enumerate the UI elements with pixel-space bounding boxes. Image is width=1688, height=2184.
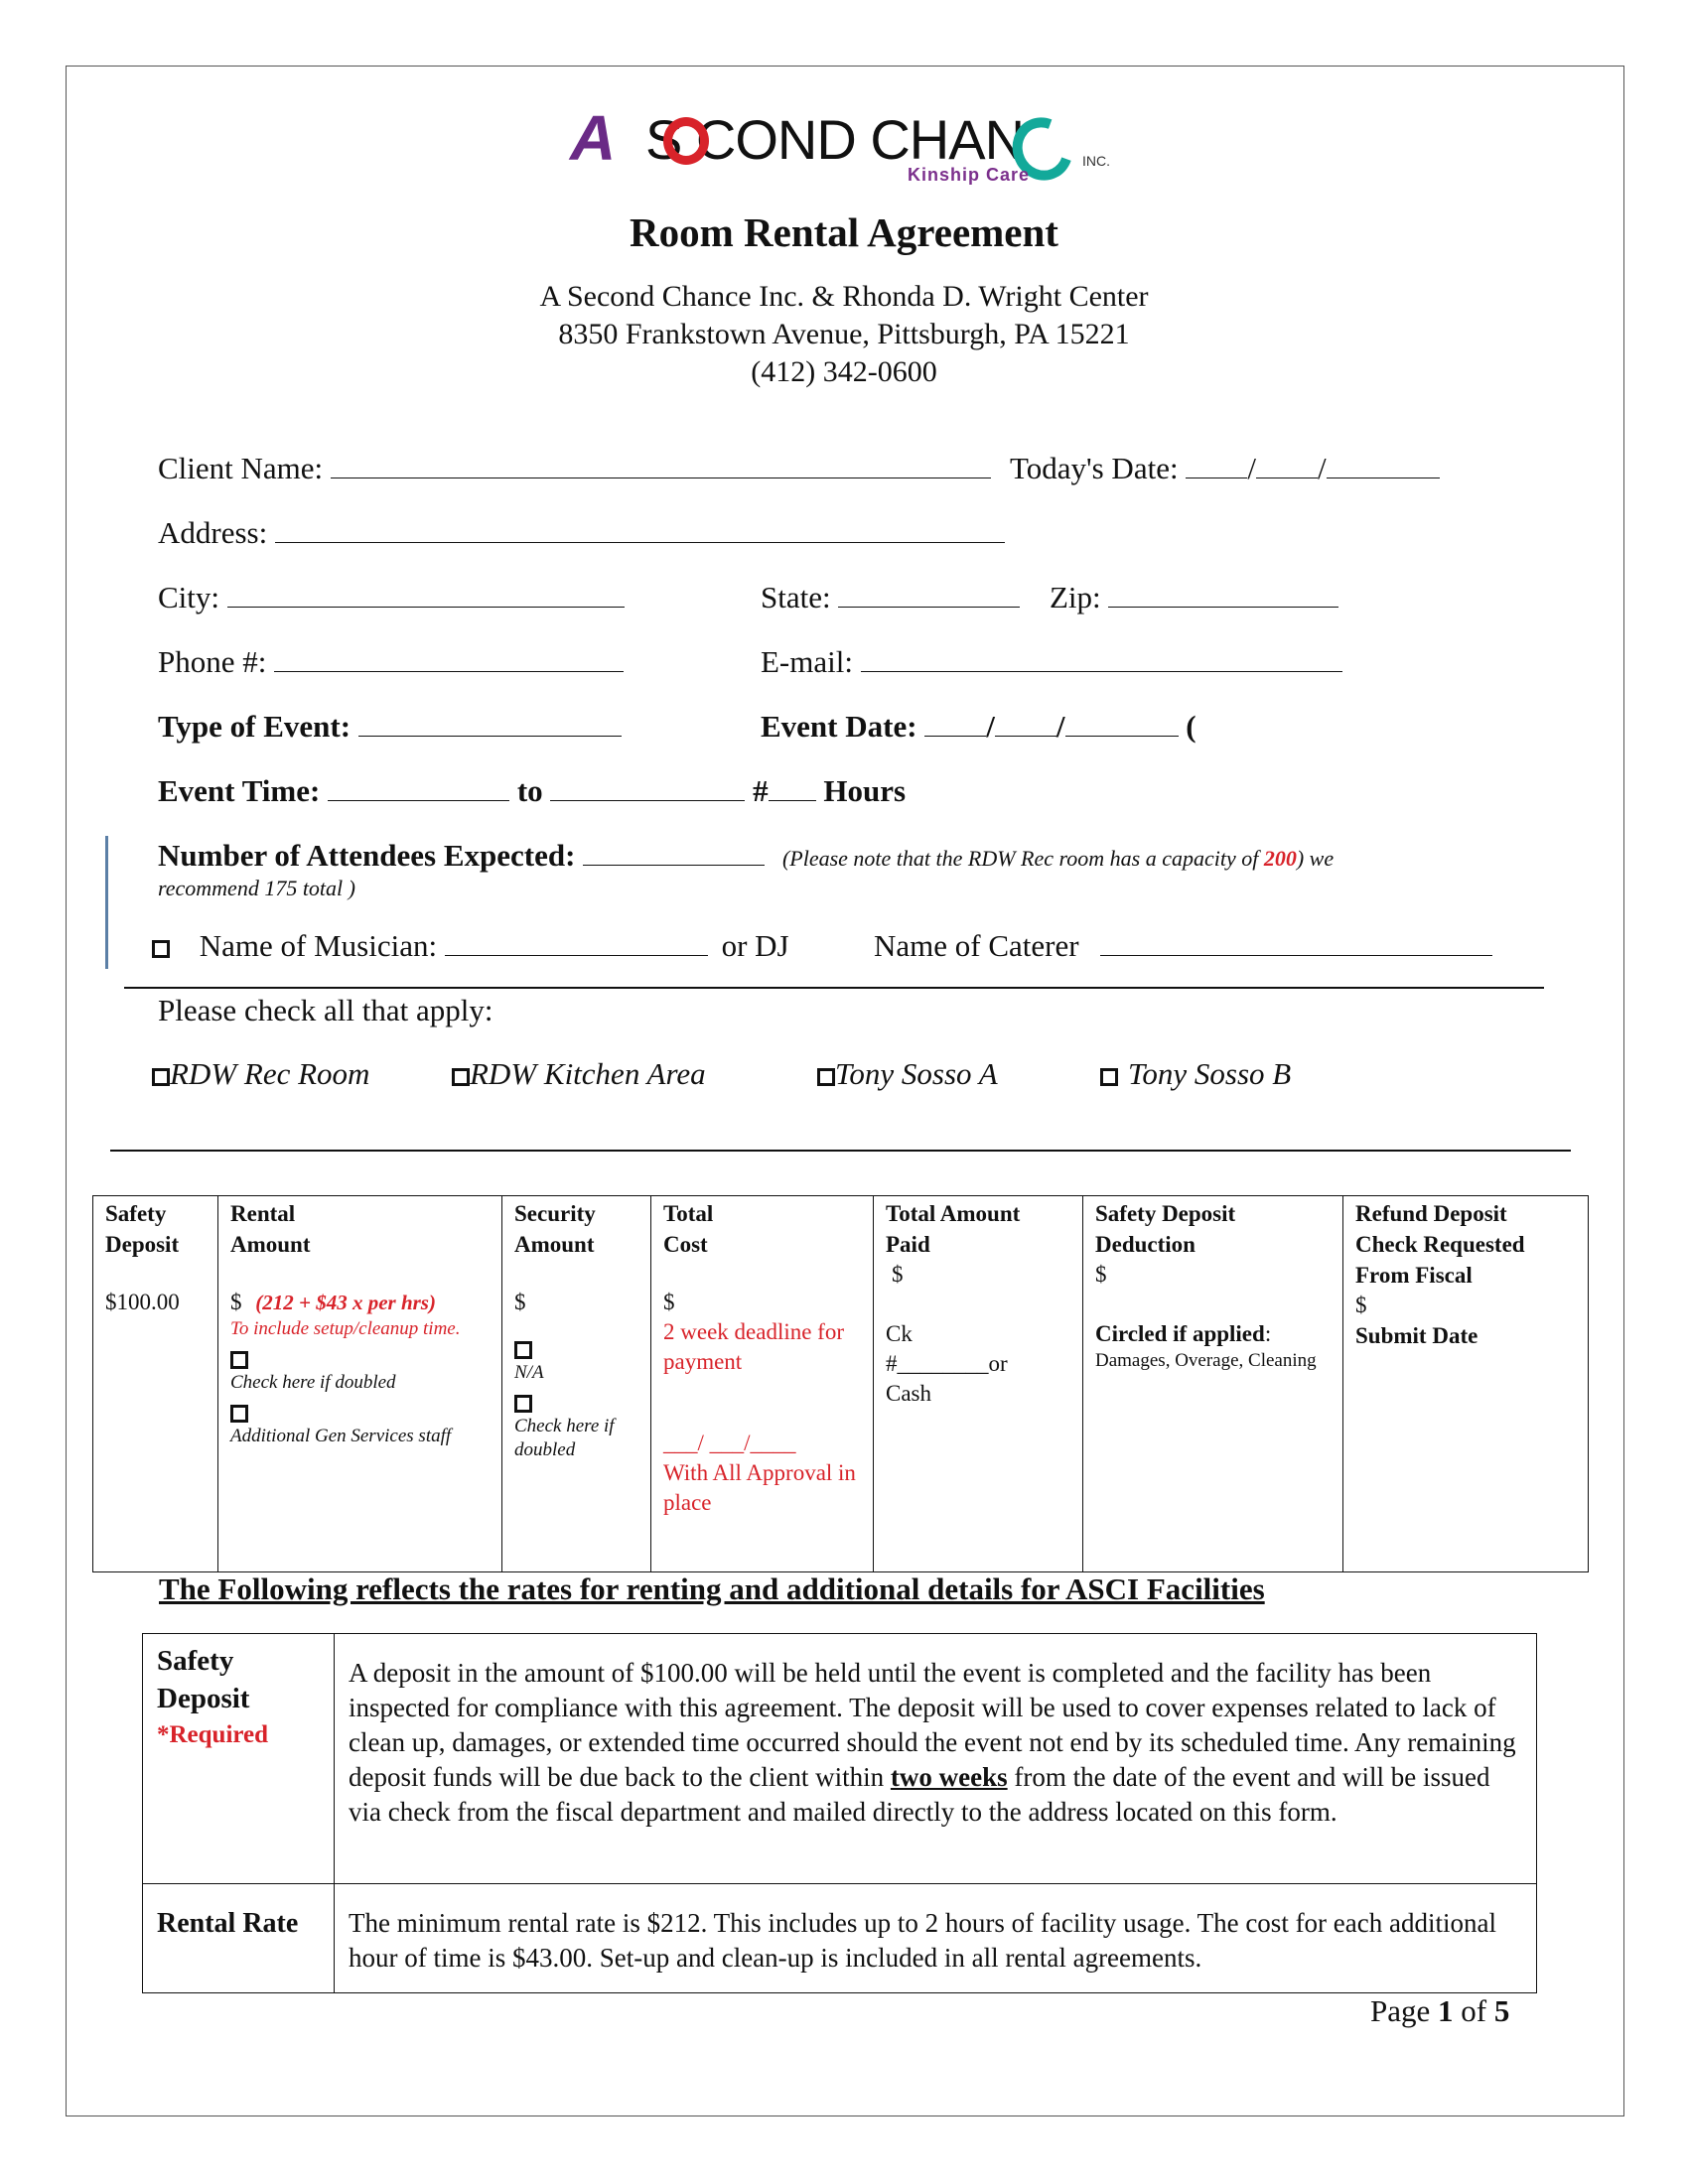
staff-label: Additional Gen Services staff [230, 1426, 452, 1446]
circled-label: Circled if applied [1095, 1321, 1265, 1346]
musician-checkbox[interactable] [152, 940, 170, 958]
rental-doubled-label: Check here if doubled [230, 1372, 396, 1393]
state-field [761, 580, 1020, 615]
approval-date[interactable]: ___/ ___/____ [663, 1431, 796, 1455]
event-date-field: Event Date: / / ( [761, 709, 1196, 744]
rental-rate-label-cell: Rental Rate [143, 1884, 335, 1993]
divider-top [124, 987, 1544, 989]
logo-e-swirl [663, 117, 709, 165]
table-row [143, 1634, 1537, 1884]
security-doubled-label: Check here if doubled [514, 1416, 615, 1460]
caterer-label: Name of Caterer [874, 928, 1079, 963]
cash-label: Cash [886, 1381, 931, 1406]
room-option-tony-sosso-a[interactable] [817, 1056, 998, 1092]
state-input[interactable] [838, 581, 1020, 608]
document-title: Room Rental Agreement [630, 209, 1058, 255]
event-date-paren: ( [1186, 709, 1196, 744]
org-phone: (412) 342-0600 [751, 355, 937, 388]
tony-sosso-a-checkbox[interactable] [817, 1068, 835, 1086]
event-date-label: Event Date: [761, 709, 917, 744]
event-date-month[interactable] [924, 710, 986, 737]
rdw-rec-label: RDW Rec Room [170, 1056, 370, 1091]
deposit-value: $100.00 [105, 1290, 180, 1314]
email-input[interactable] [861, 645, 1342, 672]
room-option-rdw-rec[interactable] [152, 1056, 369, 1092]
type-of-event-field [158, 709, 622, 745]
org-name: A Second Chance Inc. & Rhonda D. Wright Center [539, 280, 1149, 313]
phone-input[interactable] [274, 645, 624, 672]
client-name-input[interactable] [331, 452, 991, 478]
address-field [158, 515, 1005, 551]
approval-note: With All Approval in place [663, 1460, 856, 1515]
rdw-kitchen-checkbox[interactable] [452, 1068, 470, 1086]
tony-sosso-b-label: Tony Sosso B [1128, 1056, 1292, 1091]
security-na-checkbox[interactable] [514, 1341, 532, 1359]
event-time-end[interactable] [550, 774, 745, 801]
divider-bottom [110, 1150, 1571, 1152]
safety-deposit-text: A deposit in the amount of $100.00 will be held until the event is completed and the facility has been inspected for compliance with this agreement. The deposit will be used to cover expenses related to lack of clean up, damages, or extended time occurred should the event not end by its scheduled time. Any remaining deposit funds will be due back to the client within two weeks from the date of the event and will be issued via check from the fiscal department and mailed directly to the address located on this form. [335, 1634, 1537, 1884]
security-doubled-checkbox[interactable] [514, 1395, 532, 1413]
check-number[interactable]: #________or [886, 1351, 1008, 1376]
safety-deposit-cell: Safety Deposit $100.00 [93, 1196, 218, 1572]
safety-deposit-label-cell: Safety Deposit *Required [143, 1634, 335, 1884]
rdw-kitchen-label: RDW Kitchen Area [470, 1056, 706, 1091]
todays-date-field: Today's Date: / / [1010, 451, 1440, 486]
hours-hash: # [753, 773, 769, 808]
room-option-tony-sosso-b[interactable] [1100, 1056, 1291, 1092]
capacity-value: 200 [1263, 846, 1297, 871]
revision-bar [105, 836, 108, 969]
total-cost-cell: Total Cost $ 2 week deadline for payment ___/ ___/____ With All Approval in place [651, 1196, 874, 1572]
staff-checkbox[interactable] [230, 1405, 248, 1423]
musician-label: Name of Musician: [199, 928, 438, 963]
state-label: State: [761, 580, 831, 614]
todays-date-day[interactable] [1256, 452, 1318, 478]
phone-label: Phone #: [158, 644, 267, 679]
rental-amount-cell: Rental Amount $ (212 + $43 x per hrs) To include setup/cleanup time. Check here if doubled Additional Gen Services staff [218, 1196, 502, 1572]
security-amount-cell: Security Amount $ N/A Check here if doubled [502, 1196, 651, 1572]
event-time-field [158, 773, 906, 809]
refund-deposit-cell: Refund Deposit Check Requested From Fiscal $ Submit Date [1343, 1196, 1589, 1572]
payment-deadline: 2 week deadline for payment [663, 1319, 845, 1374]
rental-rate-text: The minimum rental rate is $212. This includes up to 2 hours of facility usage. The cost for each additional hour of time is $43.00. Set-up and clean-up is included in all rental agreements. [335, 1884, 1537, 1993]
hours-input[interactable] [769, 774, 816, 801]
room-option-rdw-kitchen[interactable] [452, 1056, 706, 1092]
musician-row [152, 928, 789, 964]
fee-table [92, 1195, 1589, 1572]
event-date-day[interactable] [995, 710, 1056, 737]
tony-sosso-a-label: Tony Sosso A [835, 1056, 998, 1091]
attendees-field [158, 838, 1334, 874]
attendees-note-continued: recommend 175 total ) [158, 876, 355, 900]
attendees-label: Number of Attendees Expected: [158, 838, 576, 873]
required-label: *Required [157, 1721, 269, 1748]
email-label: E-mail: [761, 644, 853, 679]
rates-heading: The Following reflects the rates for renting and additional details for ASCI Facilities [159, 1571, 1265, 1606]
org-address: 8350 Frankstown Avenue, Pittsburgh, PA 15221 [558, 318, 1130, 350]
city-input[interactable] [227, 581, 625, 608]
phone-field [158, 644, 624, 680]
email-field [761, 644, 1342, 680]
type-of-event-label: Type of Event: [158, 709, 352, 744]
musician-input[interactable] [445, 929, 708, 956]
security-na-label: N/A [514, 1362, 544, 1383]
zip-field [1050, 580, 1338, 615]
todays-date-label: Today's Date: [1010, 451, 1179, 485]
city-label: City: [158, 580, 220, 614]
logo-tagline: Kinship Care [908, 165, 1031, 185]
attendees-note: (Please note that the RDW Rec room has a capacity of 200) we [781, 846, 1335, 871]
submit-date-label: Submit Date [1355, 1323, 1478, 1348]
hours-label: Hours [823, 773, 907, 808]
setup-note: To include setup/cleanup time. [230, 1318, 461, 1339]
logo-inc: INC. [1082, 153, 1110, 169]
event-time-to: to [516, 773, 543, 808]
todays-date-month[interactable] [1186, 452, 1247, 478]
event-date-year[interactable] [1065, 710, 1179, 737]
rental-formula: (212 + $43 x per hrs) [255, 1291, 436, 1314]
table-row [93, 1196, 1589, 1572]
zip-input[interactable] [1108, 581, 1338, 608]
or-dj-label: or DJ [721, 928, 789, 963]
client-name-field [158, 451, 991, 486]
tony-sosso-b-checkbox[interactable] [1100, 1068, 1118, 1086]
type-of-event-input[interactable] [358, 710, 622, 737]
rates-table [142, 1633, 1537, 1993]
rental-doubled-checkbox[interactable] [230, 1351, 248, 1369]
deposit-deduction-cell: Safety Deposit Deduction $ Circled if applied: Damages, Overage, Cleaning [1083, 1196, 1343, 1572]
company-logo [564, 103, 1130, 195]
address-label: Address: [158, 515, 268, 550]
zip-label: Zip: [1050, 580, 1101, 614]
check-label: Ck [886, 1321, 913, 1346]
logo-letter-a: A [570, 102, 617, 174]
rdw-rec-checkbox[interactable] [152, 1068, 170, 1086]
event-time-label: Event Time: [158, 773, 321, 808]
client-name-label: Client Name: [158, 451, 324, 485]
page-number: Page 1 of 5 [1370, 1993, 1510, 2028]
logo-wordmark: S COND CHAN [645, 108, 1025, 171]
two-weeks-emphasis: two weeks [890, 1762, 1008, 1792]
total-paid-cell: Total Amount Paid $ Ck #________or Cash [874, 1196, 1083, 1572]
deduction-items: Damages, Overage, Cleaning [1095, 1350, 1317, 1371]
event-time-start[interactable] [328, 774, 509, 801]
caterer-input[interactable] [1100, 929, 1492, 956]
attendees-input[interactable] [583, 839, 765, 866]
todays-date-year[interactable] [1327, 452, 1440, 478]
address-input[interactable] [275, 516, 1005, 543]
city-field [158, 580, 625, 615]
check-all-label: Please check all that apply: [158, 993, 493, 1027]
caterer-field [874, 928, 1492, 964]
table-row [143, 1884, 1537, 1993]
